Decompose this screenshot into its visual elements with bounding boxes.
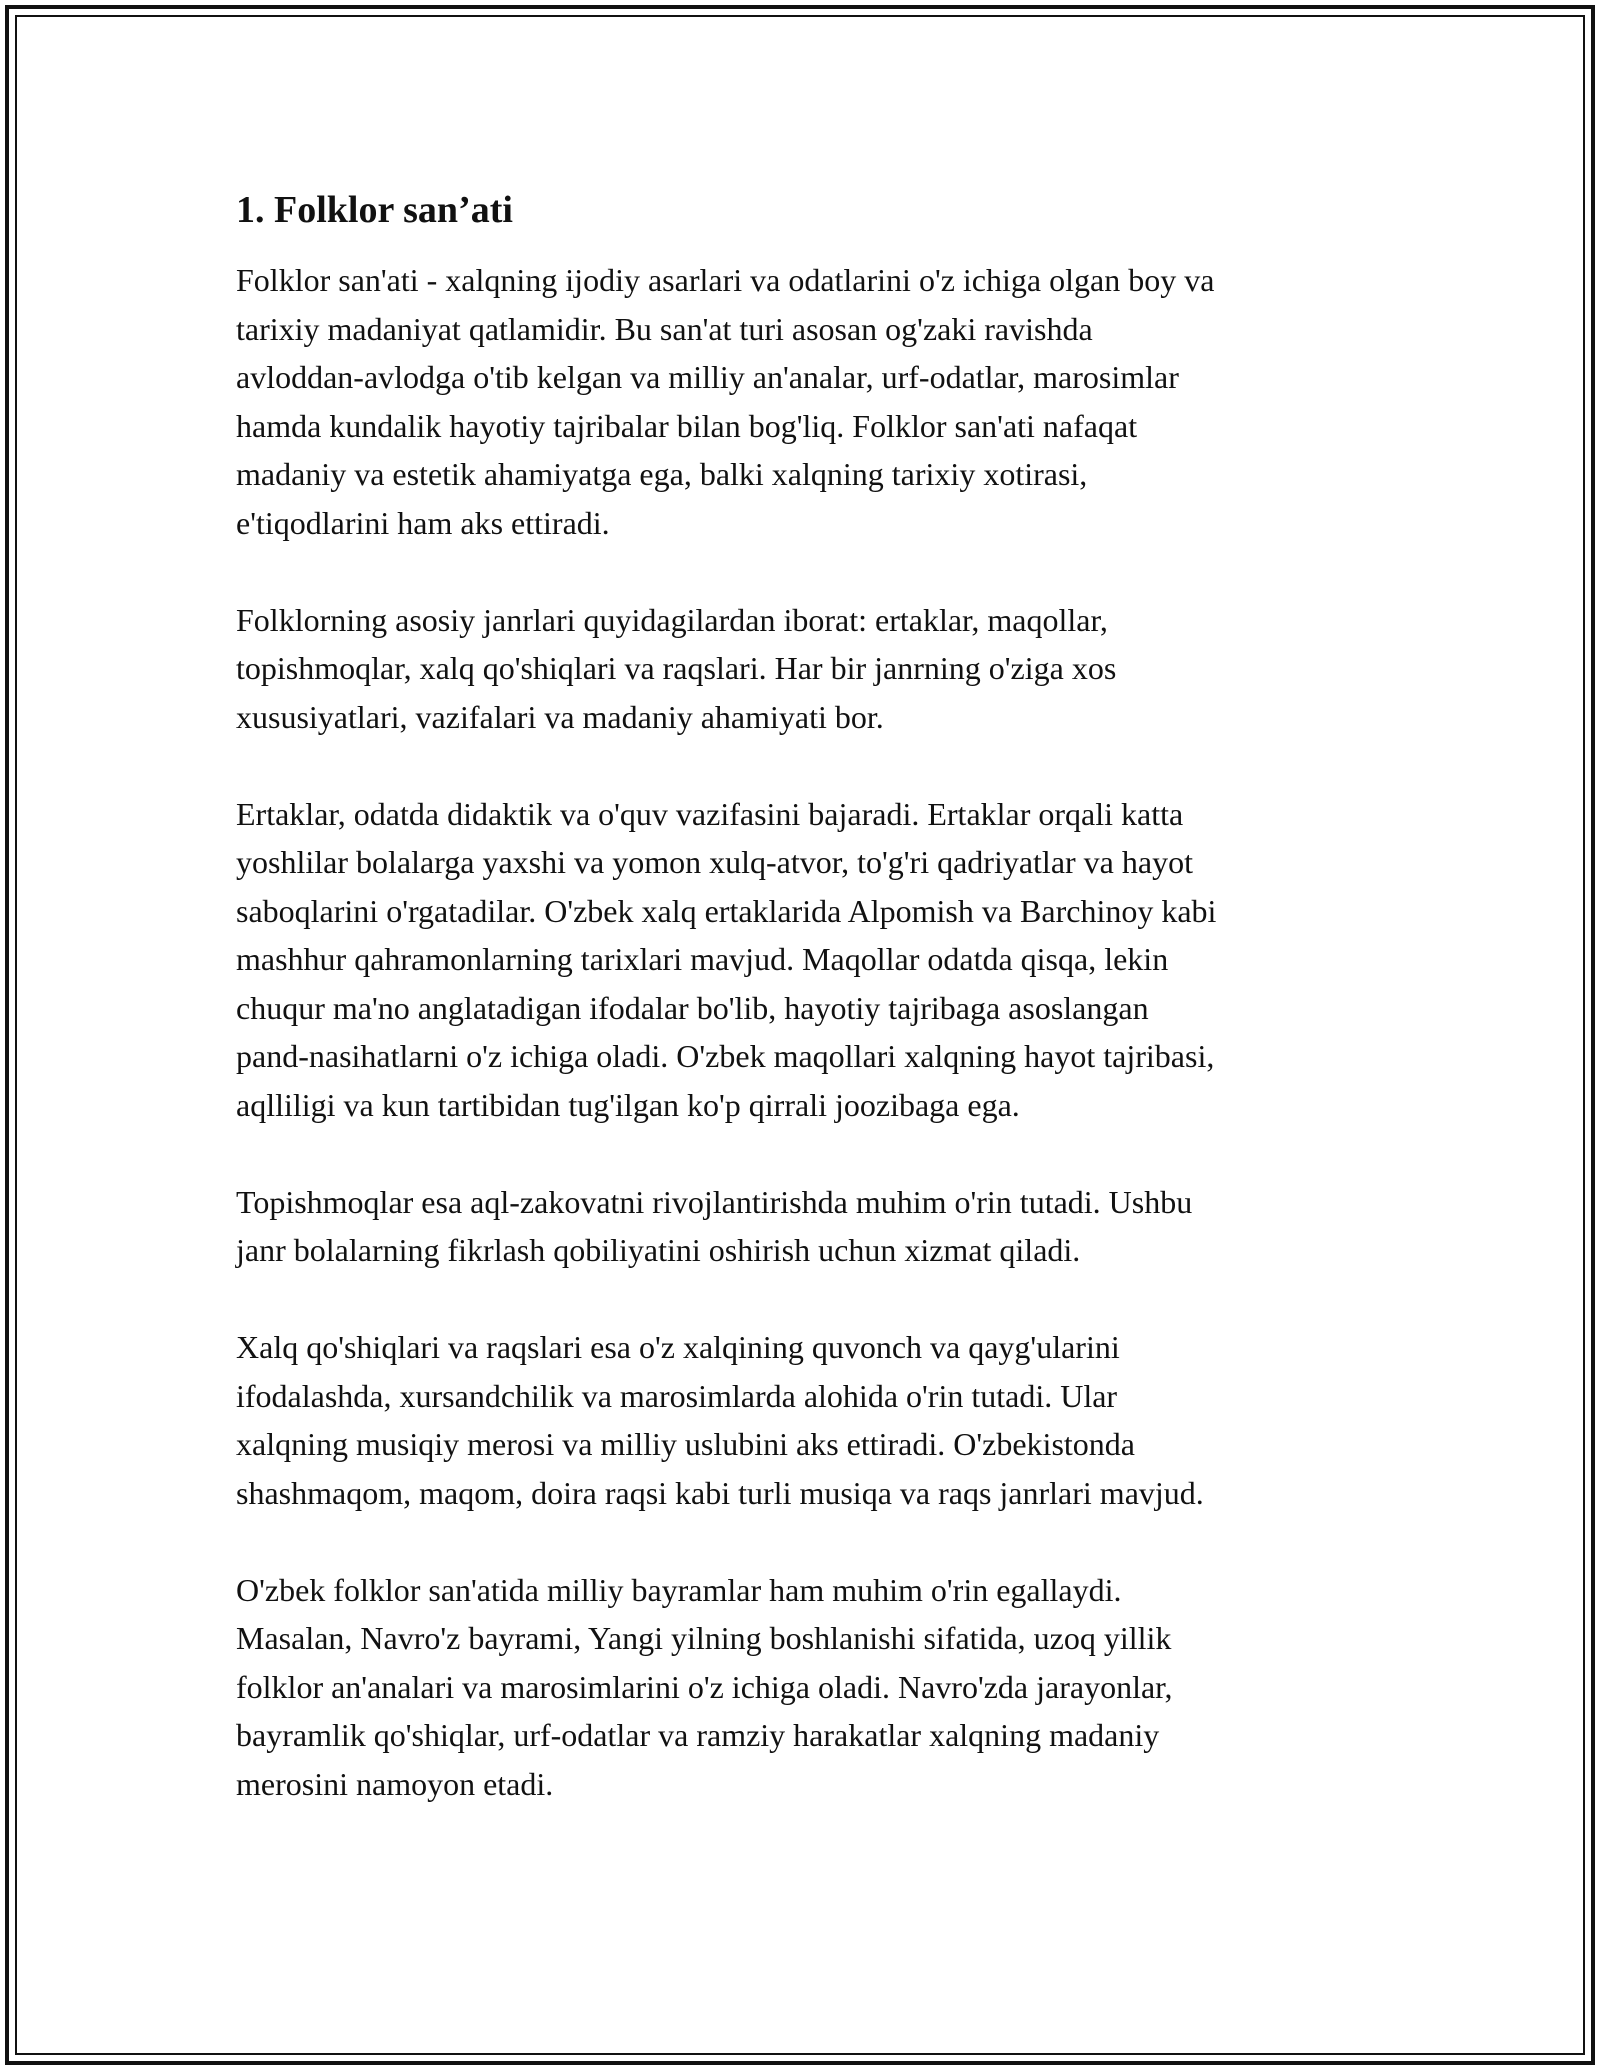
paragraph-genres: Folklorning asosiy janrlari quyidagilardan iborat: ertaklar, maqollar, topishmoqlar, xalq qo'shiqlari va raqslari. Har bir janrning o'ziga xos xususiyatlari, vazifalari va madaniy ahamiyati bor. (236, 601, 1117, 735)
paragraph-songs-dances: Xalq qo'shiqlari va raqslari esa o'z xalqining quvonch va qayg'ularini ifodalashda, xursandchilik va marosimlarda alohida o'rin tutadi. Ular xalqning musiqiy merosi va milliy uslubini aks ettiradi. O'zbekistonda shashmaqom, maqom, doira raqsi kabi turli musiqa va raqs janrlari mavjud. (236, 1329, 1204, 1511)
section-title: 1. Folklor san’ati (236, 189, 513, 231)
paragraph-intro: Folklor san'ati - xalqning ijodiy asarlari va odatlarini o'z ichiga olgan boy va tarixiy madaniyat qatlamidir. Bu san'at turi asosan og'zaki ravishda avloddan-avlodga o'tib kelgan va milliy an'analar, urf-odatlar, marosimlar hamda kundalik hayotiy tajribalar bilan bog'liq. Folklor san'ati nafaqat madaniy va estetik ahamiyatga ega, balki xalqning tarixiy xotirasi, e'tiqodlarini ham aks ettiradi. (236, 262, 1215, 541)
document-body (236, 186, 1376, 1857)
paragraph-tales-proverbs: Ertaklar, odatda didaktik va o'quv vazifasini bajaradi. Ertaklar orqali katta yoshlilar bolalarga yaxshi va yomon xulq-atvor, to'g'ri qadriyatlar va hayot saboqlarini o'rgatadilar. O'zbek xalq ertaklarida Alpomish va Barchinoy kabi mashhur qahramonlarning tarixlari mavjud. Maqollar odatda qisqa, lekin chuqur ma'no anglatadigan ifodalar bo'lib, hayotiy tajribaga asoslangan pand-nasihatlarni o'z ichiga oladi. O'zbek maqollari xalqning hayot tajribasi, aqlliligi va kun tartibidan tug'ilgan ko'p qirrali joozibaga ega. (236, 795, 1217, 1123)
paragraph-riddles: Topishmoqlar esa aql-zakovatni rivojlantirishda muhim o'rin tutadi. Ushbu janr bolalarning fikrlash qobiliyatini oshirish uchun xizmat qiladi. (236, 1183, 1193, 1268)
paragraph-holidays: O'zbek folklor san'atida milliy bayramlar ham muhim o'rin egallaydi. Masalan, Navro'z bayrami, Yangi yilning boshlanishi sifatida, uzoq yillik folklor an'analari va marosimlarini o'z ichiga oladi. Navro'zda jarayonlar, bayramlik qo'shiqlar, urf-odatlar va ramziy harakatlar xalqning madaniy merosini namoyon etadi. (236, 1571, 1173, 1802)
